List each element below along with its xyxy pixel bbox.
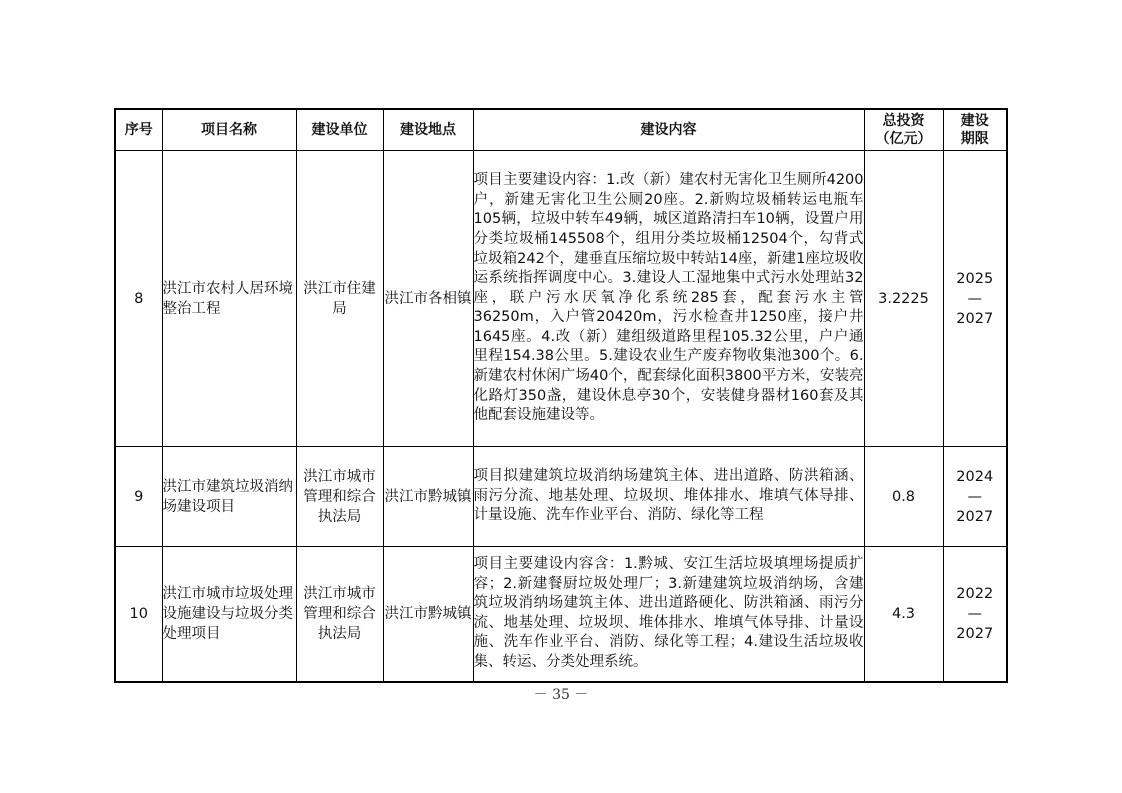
header-location: 建设地点 — [383, 109, 473, 151]
row-location: 洪江市黔城镇 — [383, 547, 473, 682]
row-investment: 3.2225 — [864, 151, 943, 447]
row-investment: 4.3 — [864, 547, 943, 682]
header-seq: 序号 — [115, 109, 162, 151]
row-location: 洪江市黔城镇 — [383, 447, 473, 547]
period-start: 2024 — [956, 468, 994, 485]
row-seq: 10 — [115, 547, 162, 682]
header-unit: 建设单位 — [296, 109, 383, 151]
row-project-name: 洪江市城市垃圾处理设施建设与垃圾分类处理项目 — [162, 547, 296, 682]
row-project-name: 洪江市农村人居环境整治工程 — [162, 151, 296, 447]
row-unit: 洪江市城市管理和综合执法局 — [296, 447, 383, 547]
header-period-line1: 建设 — [960, 113, 989, 129]
row-period — [943, 547, 1007, 682]
period-dash: — — [967, 488, 982, 505]
row-location: 洪江市各相镇 — [383, 151, 473, 447]
period-start: 2025 — [956, 270, 994, 287]
row-seq: 9 — [115, 447, 162, 547]
row-period — [943, 447, 1007, 547]
header-period — [943, 109, 1007, 151]
period-end: 2027 — [956, 625, 994, 642]
header-name: 项目名称 — [162, 109, 296, 151]
row-unit: 洪江市住建局 — [296, 151, 383, 447]
row-seq: 8 — [115, 151, 162, 447]
table-row — [115, 447, 1007, 547]
table-row — [115, 547, 1007, 682]
table-row — [115, 151, 1007, 447]
row-project-name: 洪江市建筑垃圾消纳场建设项目 — [162, 447, 296, 547]
row-content: 项目主要建设内容：1.改（新）建农村无害化卫生厕所4200户，新建无害化卫生公厕20座。2.新购垃圾桶转运电瓶车105辆，垃圾中转车49辆，城区道路清扫车10辆，设置户用分类垃圾桶145508个，组用分类垃圾桶12504个，勾背式垃圾箱242个，建垂直压缩垃圾中转站14座，新建1座垃圾收运系统指挥调度中心。3.建设人工湿地集中式污水处理站32座，联户污水厌氧净化系统285套，配套污水主管36250m，入户管20420m，污水检查井1250座，接户井1645座。4.改（新）建组级道路里程105.32公里，户户通里程154.38公里。5.建设农业生产废弃物收集池300个。6.新建农村休闲广场40个，配套绿化面积3800平方米，安装亮化路灯350盏，建设休息亭30个，安装健身器材160套及其他配套设施建设等。 — [473, 151, 864, 447]
row-content: 项目拟建建筑垃圾消纳场建筑主体、进出道路、防洪箱涵、雨污分流、地基处理、垃圾坝、堆体排水、堆填气体导排、计量设施、洗车作业平台、消防、绿化等工程 — [473, 447, 864, 547]
period-dash: — — [967, 605, 982, 622]
header-investment-line1: 总投资 — [882, 113, 925, 129]
header-investment-line2: （亿元） — [875, 131, 932, 147]
header-content: 建设内容 — [473, 109, 864, 151]
header-period-line2: 期限 — [960, 131, 989, 147]
period-end: 2027 — [956, 508, 994, 525]
table-header-row — [115, 109, 1007, 151]
header-investment — [864, 109, 943, 151]
row-period — [943, 151, 1007, 447]
row-investment: 0.8 — [864, 447, 943, 547]
period-dash: — — [967, 290, 982, 307]
page-number: － 35 － — [533, 687, 589, 703]
project-table — [114, 108, 1008, 683]
row-unit: 洪江市城市管理和综合执法局 — [296, 547, 383, 682]
row-content: 项目主要建设内容含：1.黔城、安江生活垃圾填埋场提质扩容；2.新建餐厨垃圾处理厂；3.新建建筑垃圾消纳场，含建筑垃圾消纳场建筑主体、进出道路硬化、防洪箱涵、雨污分流、地基处理、垃圾坝、堆体排水、堆填气体导排、计量设施、洗车作业平台、消防、绿化等工程；4.建设生活垃圾收集、转运、分类处理系统。 — [473, 547, 864, 682]
period-start: 2022 — [956, 585, 994, 602]
period-end: 2027 — [956, 310, 994, 327]
